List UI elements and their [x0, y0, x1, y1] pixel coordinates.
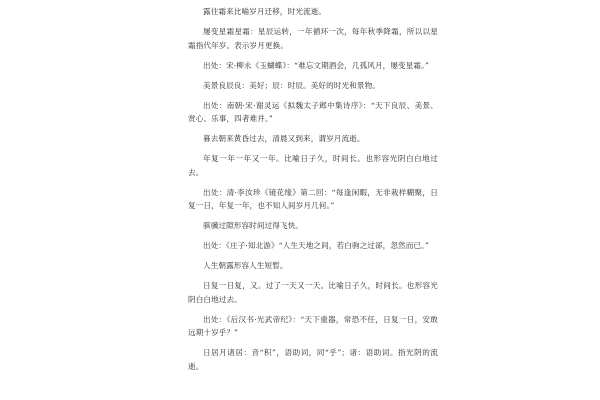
paragraph: 骐骥过隙形容时间过得飞快。	[203, 221, 304, 230]
paragraph: 出处：《庄子·知北游》“人生天地之间，若白驹之过郤，忽然而已。”	[203, 241, 429, 250]
paragraph: 暮去朝来黄昏过去，清晨又到来，谓岁月流逝。	[203, 134, 365, 143]
paragraph: 日复一日复，又。过了一天又一天。比喻日子久，时间长。也形容光阴白白地过去。	[188, 281, 438, 304]
paragraph: 年复一年一年又一年。比喻日子久，时间长。也形容光阴白白地过去。	[188, 154, 438, 177]
paragraph: 人生朝露形容人生短暂。	[203, 261, 288, 270]
paragraph: 露往霜来比喻岁月迁移，时光流逝。	[203, 7, 327, 16]
document-body	[188, 5, 438, 380]
paragraph: 出处：南朝·宋·谢灵运《拟魏太子邺中集诗序》：“天下良辰、美景、赏心、乐事，四者难并。”	[188, 100, 438, 123]
paragraph: 出处：宋·柳永《玉蝴蝶》：“难忘文期酒会，几孤风月，屡变星霜。”	[203, 60, 429, 70]
paragraph: 日居月诸居：音“积”，语助词，同“乎”；诸：语助词。指光阴的流逝。	[188, 348, 438, 371]
paragraph: 美景良辰良：美好；辰：时辰。美好的时光和景物。	[203, 80, 380, 90]
paragraph: 屡变星霜星霜：星辰运转，一年循环一次，每年秋季降霜，所以以星霜指代年岁。表示岁月更换。	[188, 27, 438, 50]
paragraph: 出处：《后汉书·光武帝纪》：“天下重器，常恐不任，日复一日，安敢远期十岁乎？”	[188, 314, 438, 337]
paragraph: 出处：清·李汝珍《镜花缘》第二回：“每逢闲暇，无非栽样糊聚，日复一日，年复一年，也不知人间岁月几何。”	[188, 187, 438, 210]
